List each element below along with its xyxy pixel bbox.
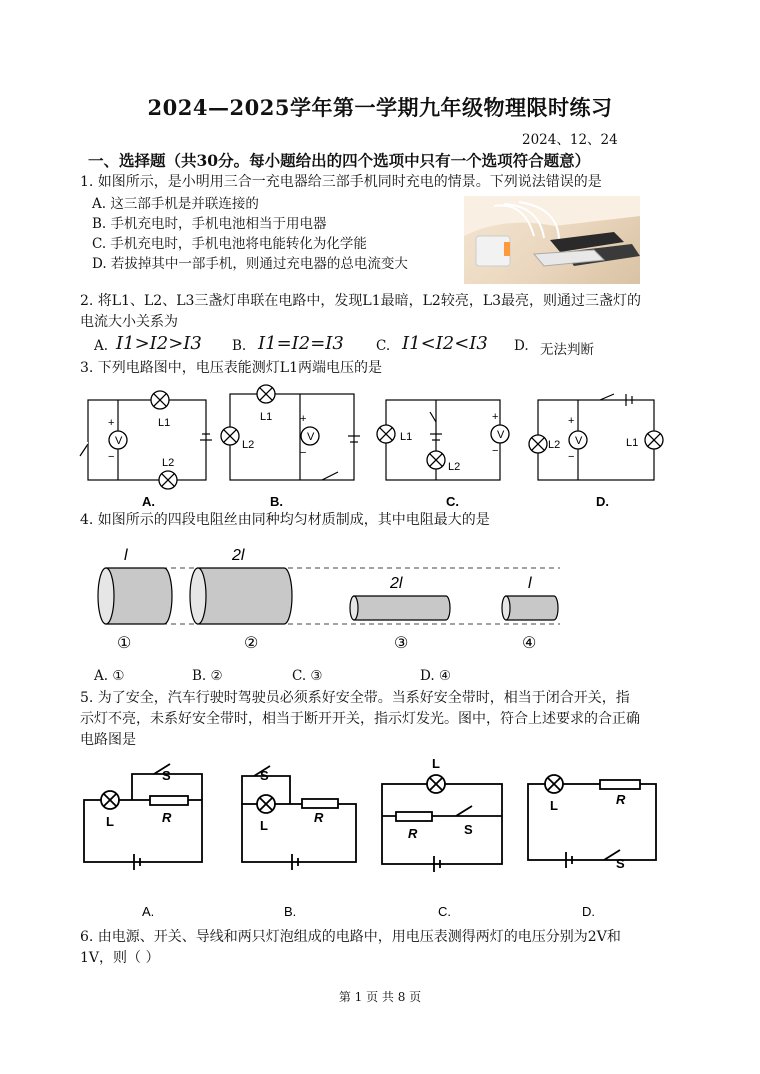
q4-wire-1-end — [98, 568, 114, 624]
q4-wire-1 — [106, 568, 172, 624]
q4-wire-figure — [80, 540, 580, 658]
q1-stem: 1. 如图所示，是小明用三合一充电器给三部手机同时充电的情景。下列说法错误的是 — [80, 174, 602, 190]
q4-option-a: A. ① — [94, 668, 125, 684]
q4-wire-4-end — [502, 596, 510, 620]
q5-c-l: L — [432, 756, 440, 771]
q3-c-plus: + — [492, 411, 499, 423]
q2-option-b: I1=I2=I3 — [258, 333, 344, 354]
q3-a-lamp-l2 — [159, 471, 177, 489]
q4-wire-3 — [354, 596, 450, 620]
q1-option-a: A. 这三部手机是并联连接的 — [92, 196, 259, 212]
q3-c-l2-label: L2 — [448, 461, 461, 473]
q5-label-a: A. — [142, 904, 155, 919]
q3-b-l1-label: L1 — [260, 411, 273, 423]
q4-option-c: C. ③ — [292, 668, 323, 684]
q5-d-l: L — [550, 798, 558, 813]
q3-d-minus: − — [568, 451, 575, 463]
q3-circuit-figures — [70, 382, 700, 512]
q3-d-lamp-l2 — [529, 435, 547, 453]
q4-stem: 4. 如图所示的四段电阻丝由同种均匀材质制成，其中电阻最大的是 — [80, 512, 490, 528]
q3-d-lamp-l1 — [645, 431, 663, 449]
q3-d-l2-label: L2 — [548, 439, 561, 451]
q3-d-meter-label: V — [575, 435, 583, 447]
exam-date: 2024、12、24 — [522, 132, 618, 148]
q4-wire-2 — [198, 568, 292, 624]
q4-number-2: ② — [244, 635, 259, 652]
q2-option-a: I1>I2>I3 — [116, 333, 202, 354]
q3-label-a: A. — [142, 494, 155, 509]
q4-option-d: D. ④ — [420, 668, 452, 684]
section-heading: 一、选择题（共30分。每小题给出的四个选项中只有一个选项符合题意） — [88, 151, 591, 170]
q3-stem: 3. 下列电路图中，电压表能测灯L1两端电压的是 — [80, 360, 383, 376]
q5-circuit-d — [528, 780, 656, 868]
q3-c-l1-label: L1 — [400, 431, 413, 443]
q3-b-lamp-l1 — [257, 385, 275, 403]
q3-c-minus: − — [492, 445, 499, 457]
q2-option-c: I1<I2<I3 — [402, 333, 488, 354]
q5-b-lamp — [257, 795, 275, 813]
q3-b-meter-label: V — [307, 431, 315, 443]
q4-option-b: B. ② — [192, 668, 223, 684]
q4-number-4: ④ — [522, 635, 537, 652]
q5-stem-line1: 5. 为了安全，汽车行驶时驾驶员必须系好安全带。当系好安全带时，相当于闭合开关，指 — [80, 690, 630, 706]
q3-b-lamp-l2 — [221, 427, 239, 445]
q5-c-s: S — [464, 822, 473, 837]
q3-label-c: C. — [446, 494, 459, 509]
q4-length-2: 2l — [232, 547, 245, 564]
q5-a-l: L — [106, 814, 114, 829]
q3-a-minus: − — [108, 451, 115, 463]
q4-number-1: ① — [117, 635, 132, 652]
q3-circuit-b — [230, 394, 360, 480]
page-title: 2024—2025学年第一学期九年级物理限时练习 — [147, 95, 613, 120]
q3-a-meter-label: V — [115, 435, 123, 447]
q5-circuit-a — [84, 764, 202, 870]
q3-a-lamp-l1 — [151, 391, 169, 409]
q5-label-d: D. — [582, 904, 595, 919]
q4-length-4: l — [528, 575, 532, 592]
q3-label-b: B. — [270, 494, 283, 509]
q5-d-r: R — [616, 792, 626, 807]
q3-a-l1-label: L1 — [158, 417, 171, 429]
q5-label-b: B. — [284, 904, 297, 919]
q3-c-lamp-l2 — [427, 451, 445, 469]
q5-d-s: S — [616, 856, 625, 871]
q2-option-d: 无法判断 — [540, 342, 594, 358]
page-footer: 第 1 页 共 8 页 — [338, 990, 422, 1004]
q3-circuit-a — [80, 400, 212, 480]
q5-b-s: S — [260, 768, 269, 783]
q5-b-l: L — [260, 818, 268, 833]
q4-length-3: 2l — [390, 575, 403, 592]
q3-a-plus: + — [108, 417, 115, 429]
q5-d-lamp — [545, 775, 563, 793]
q2-option-c-label: C. — [376, 338, 391, 354]
q2-stem-line1: 2. 将L1、L2、L3三盏灯串联在电路中，发现L1最暗，L2较亮，L3最亮，则通过三盏灯的 — [80, 293, 642, 309]
q4-wire-2-end — [190, 568, 206, 624]
q3-label-d: D. — [596, 494, 609, 509]
q4-wire-3-end — [350, 596, 358, 620]
q3-d-l1-label: L1 — [626, 437, 639, 449]
q5-c-lamp — [427, 775, 445, 793]
q3-b-minus: − — [300, 447, 307, 459]
q3-a-l2-label: L2 — [162, 457, 175, 469]
q5-a-s: S — [162, 768, 171, 783]
q3-c-meter-label: V — [497, 429, 505, 441]
q5-circuit-c — [382, 784, 502, 872]
q5-b-r: R — [314, 810, 324, 825]
q5-stem-line3: 电路图是 — [80, 732, 136, 748]
q5-a-lamp — [101, 791, 119, 809]
q2-stem-line2: 电流大小关系为 — [80, 314, 178, 330]
q1-option-d: D. 若拔掉其中一部手机，则通过充电器的总电流变大 — [92, 256, 408, 272]
q2-option-a-label: A. — [94, 338, 109, 354]
q1-option-b: B. 手机充电时，手机电池相当于用电器 — [92, 216, 327, 232]
q3-b-plus: + — [300, 413, 307, 425]
q3-b-l2-label: L2 — [242, 439, 255, 451]
q5-circuit-figures — [70, 750, 670, 925]
q5-label-c: C. — [438, 904, 451, 919]
q5-c-r: R — [408, 826, 418, 841]
q4-wire-4 — [506, 596, 558, 620]
charger-photo — [464, 196, 640, 284]
q5-a-r: R — [162, 810, 172, 825]
q5-stem-line2: 示灯不亮，未系好安全带时，相当于断开开关，指示灯发光。图中，符合上述要求的合正确 — [80, 711, 640, 727]
q2-option-d-label: D. — [514, 338, 529, 354]
q4-number-3: ③ — [394, 635, 409, 652]
q1-option-c: C. 手机充电时，手机电池将电能转化为化学能 — [92, 236, 367, 252]
q4-length-1: l — [124, 547, 128, 564]
q3-c-lamp-l1 — [377, 425, 395, 443]
q3-d-plus: + — [568, 415, 575, 427]
charger-photo-drawing — [464, 196, 640, 284]
q2-option-b-label: B. — [232, 338, 247, 354]
q6-stem-line2: 1V，则（ ） — [80, 950, 160, 966]
q6-stem-line1: 6. 由电源、开关、导线和两只灯泡组成的电路中，用电压表测得两灯的电压分别为2V和 — [80, 929, 621, 945]
